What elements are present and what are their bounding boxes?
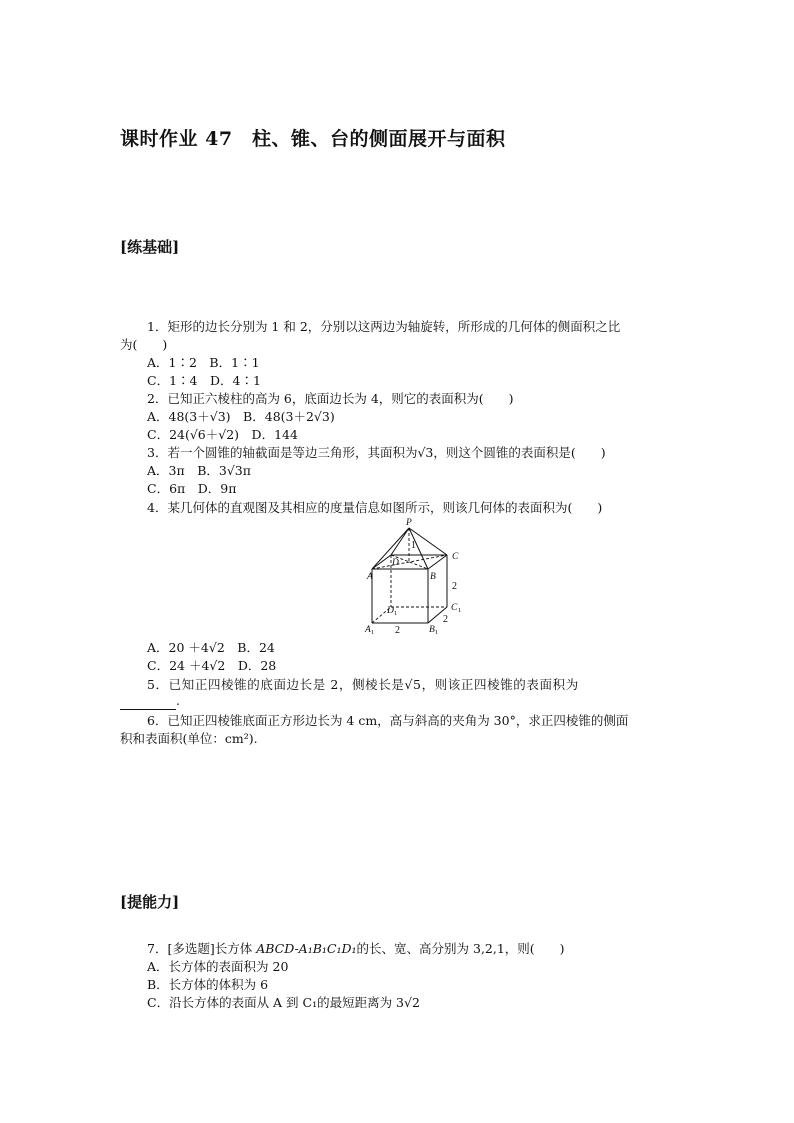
edge-ad: [372, 555, 391, 569]
label-height-1: 1: [411, 540, 416, 551]
page-title: 课时作业 47 柱、锥、台的侧面展开与面积: [120, 128, 506, 150]
question-2-options-cd: C．24(√6＋√2) D．144: [147, 427, 298, 442]
question-3-options-cd: C．6π D．9π: [147, 481, 237, 496]
question-7-post: 的长、宽、高分别为 3,2,1，则( ): [356, 941, 565, 956]
sub-b1: 1: [435, 629, 439, 636]
label-c1: C: [451, 603, 458, 613]
label-p: P: [406, 518, 412, 528]
question-6-stem-cont: 积和表面积(单位：cm²).: [120, 731, 258, 746]
question-7-stem: [147, 940, 565, 958]
question-7-option-a: A．长方体的表面积为 20: [147, 959, 289, 974]
label-b: B: [430, 572, 436, 582]
section-heading-advanced: [提能力]: [120, 893, 180, 911]
label-side-2: 2: [452, 581, 457, 592]
sub-d1: 1: [394, 610, 398, 617]
sub-c1: 1: [458, 607, 462, 614]
question-1-options-cd: C．1∶4 D．4∶1: [147, 373, 261, 388]
question-1-stem: 1．矩形的边长分别为 1 和 2，分别以这两边为轴旋转，所形成的几何体的侧面积之比: [147, 319, 621, 334]
question-7-solid-name: ABCD-A₁B₁C₁D₁: [256, 941, 357, 956]
question-1-stem-cont: 为( ): [120, 337, 168, 352]
section-heading-basic: [练基础]: [120, 238, 180, 256]
label-a1: A: [365, 625, 371, 635]
label-b1: B: [429, 625, 435, 635]
edge-pd: [391, 528, 409, 555]
question-4-options-cd: C．24 ＋4√2 D．28: [147, 658, 277, 673]
label-depth-2: 2: [443, 614, 448, 625]
question-4-options-ab: A．20 ＋4√2 B．24: [147, 640, 275, 655]
label-bottom-2: 2: [395, 625, 400, 636]
answer-blank: [120, 697, 176, 710]
question-3-stem: 3．若一个圆锥的轴截面是等边三角形，其面积为√3，则这个圆锥的表面积是( ): [147, 445, 606, 460]
question-1-options-ab: A．1∶2 B．1∶1: [147, 355, 260, 370]
question-4-stem: 4．某几何体的直观图及其相应的度量信息如图所示，则该几何体的表面积为( ): [147, 500, 603, 515]
sub-a1: 1: [371, 629, 375, 636]
question-2-stem: 2．已知正六棱柱的高为 6，底面边长为 4，则它的表面积为( ): [147, 391, 514, 406]
question-7-pre: 7．[多选题]长方体: [147, 941, 257, 956]
question-7-option-b: B．长方体的体积为 6: [147, 977, 269, 992]
label-c: C: [452, 552, 459, 562]
question-5-end: .: [176, 693, 180, 708]
question-6-stem: 6．已知正四棱锥底面正方形边长为 4 cm，高与斜高的夹角为 30°，求正四棱锥的侧面: [147, 713, 629, 728]
question-2-options-ab: A．48(3＋√3) B．48(3＋2√3): [147, 409, 335, 424]
question-7-option-c: C．沿长方体的表面从 A 到 C₁的最短距离为 3√2: [147, 995, 420, 1010]
label-a: A: [367, 572, 373, 582]
question-5-answer-line: [120, 692, 180, 710]
geometry-figure: [355, 516, 475, 638]
label-d: D: [392, 558, 399, 568]
question-5-stem: 5．已知正四棱锥的底面边长是 2，侧棱长是√5，则该正四棱锥的表面积为: [147, 677, 579, 692]
label-d1: D: [387, 606, 394, 616]
question-3-options-ab: A．3π B．3√3π: [147, 463, 251, 478]
